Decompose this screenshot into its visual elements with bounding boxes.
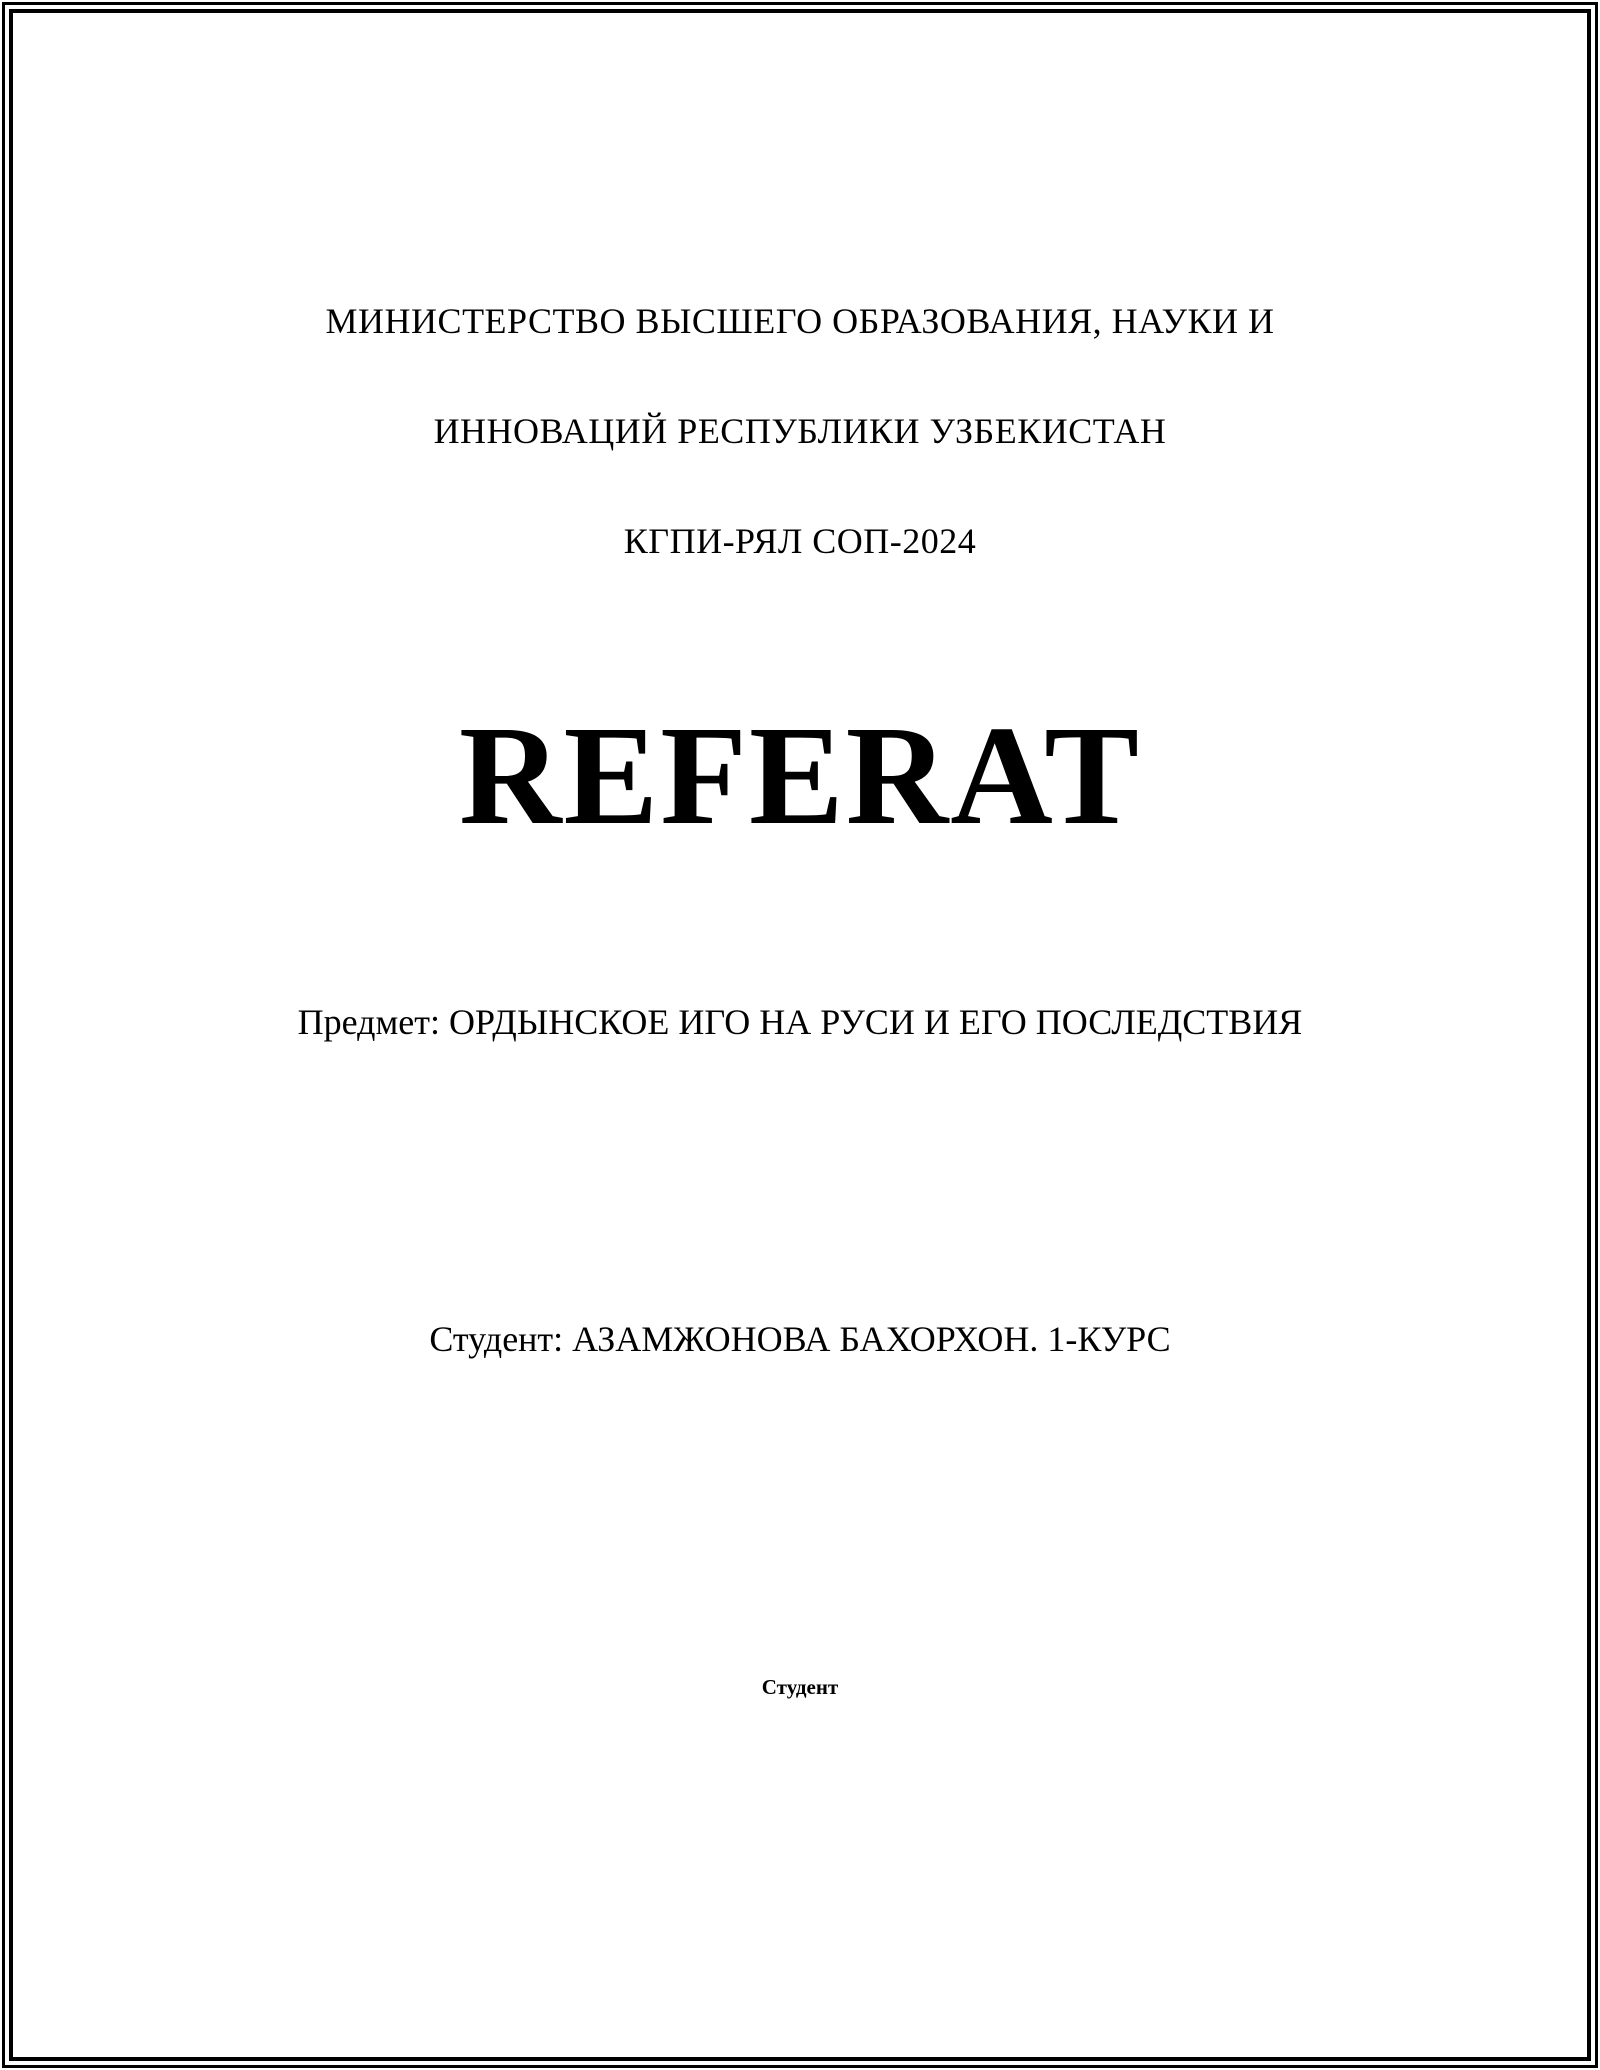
- student-line: Студент: АЗАМЖОНОВА БАХОРХОН. 1-КУРС: [429, 1319, 1171, 1359]
- signature-student-label: Студент: [761, 1675, 839, 1699]
- ministry-header-line-1: МИНИСТЕРСТВО ВЫСШЕГО ОБРАЗОВАНИЯ, НАУКИ И: [325, 301, 1275, 341]
- ministry-header-line-2: ИННОВАЦИЙ РЕСПУБЛИКИ УЗБЕКИСТАН: [433, 411, 1167, 451]
- subject-line: Предмет: ОРДЫНСКОЕ ИГО НА РУСИ И ЕГО ПОСЛЕДСТВИЯ: [297, 1002, 1303, 1042]
- document-title: REFERAT: [459, 696, 1141, 854]
- ministry-header: [60, 239, 1540, 624]
- ministry-header-line-3: КГПИ-РЯЛ СОП-2024: [623, 521, 977, 561]
